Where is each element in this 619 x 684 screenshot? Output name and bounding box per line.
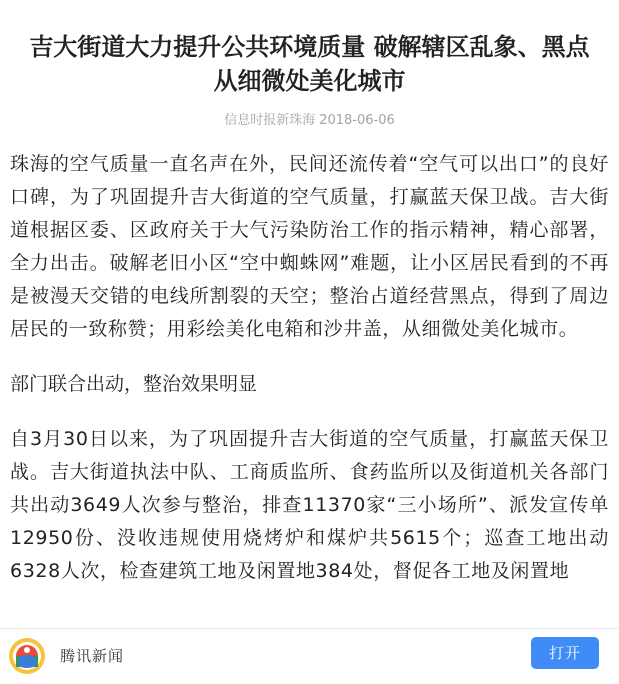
article-date: 2018-06-06 — [319, 113, 395, 128]
article-title: 吉大街道大力提升公共环境质量 破解辖区乱象、黑点 从细微处美化城市 — [29, 33, 590, 95]
article-paragraph: 自3月30日以来，为了巩固提升吉大街道的空气质量，打赢蓝天保卫战。吉大街道执法中队、工商质监所、食药监所以及街道机关各部门共出动3649人次参与整治，排查11370家“三小场所”、派发宣传单12950份、没收违规使用烧烤炉和煤炉共5615个；巡查工地出动6328人次，检查建筑工地及闲置地384处，督促各工地及闲置地 — [10, 428, 609, 582]
app-download-bar — [0, 628, 619, 684]
open-app-button[interactable]: 打开 — [531, 637, 599, 669]
section-heading: 部门联合出动，整治效果明显 — [10, 373, 258, 395]
article-meta — [0, 112, 619, 130]
article-body — [0, 148, 619, 588]
brand-name: 腾讯新闻 — [60, 647, 125, 665]
article-paragraph: 珠海的空气质量一直名声在外，民间还流传着“空气可以出口”的良好口碑，为了巩固提升吉大街道的空气质量，打赢蓝天保卫战。吉大街道根据区委、区政府关于大气污染防治工作的指示精神，精心部署，全力出击。破解老旧小区“空中蜘蛛网”难题，让小区居民看到的不再是被漫天交错的电线所割裂的天空；整治占道经营黑点，得到了周边居民的一致称赞；用彩绘美化电箱和沙井盖，从细微处美化城市。 — [10, 153, 609, 340]
content-fade-overlay — [0, 588, 619, 628]
article-source: 信息时报新珠海 — [224, 113, 316, 128]
tencent-news-logo-icon — [9, 638, 45, 674]
